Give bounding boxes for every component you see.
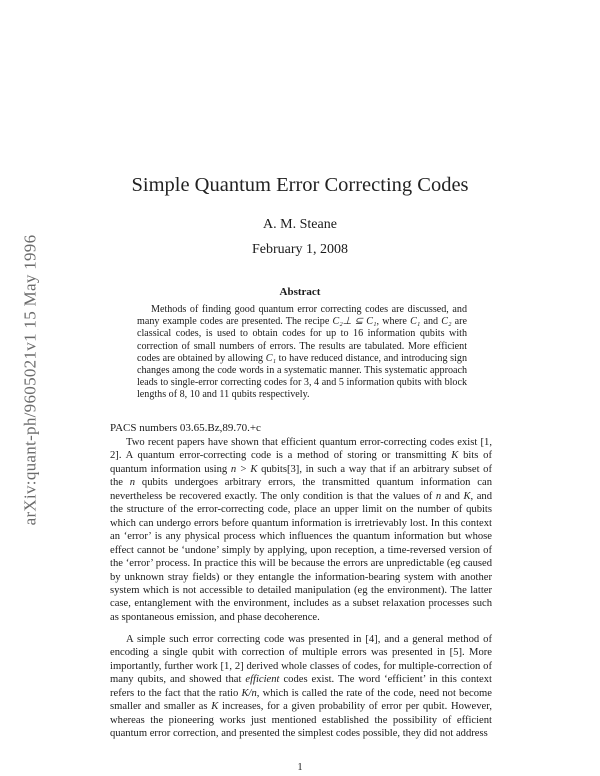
abstract-c2: C₂ bbox=[441, 316, 452, 328]
arxiv-identifier-text: arXiv:quant-ph/9605021v1 15 May 1996 bbox=[20, 234, 40, 526]
para1-text-5: and bbox=[441, 490, 464, 502]
para1-n-gt-k: n > K bbox=[230, 463, 258, 475]
para1-n1: n bbox=[129, 477, 136, 489]
abstract-recipe-formula: C₂⊥ ⊆ C₁ bbox=[332, 316, 377, 328]
abstract-text-5: to have reduced distance, and introducing sign changes among the code words in a systematic manner. This systematic approach leads to single-error correcting codes for 3, 4 and 5 information qubits with block lengths of 8, 10 and 11 qubits respectively. bbox=[137, 352, 467, 401]
para2-text-3: , which is called the rate of the code, need not become smaller and smaller as bbox=[110, 687, 492, 713]
para1-k1: K bbox=[451, 450, 459, 462]
abstract-text-3: and bbox=[420, 316, 442, 328]
para2-k: K bbox=[211, 701, 219, 713]
pacs-numbers: PACS numbers 03.65.Bz,89.70.+c bbox=[110, 422, 261, 434]
para2-text-4: increases, for a given probability of error per qubit. However, whereas the pioneering works just mentioned established the possibility of efficient quantum error correction, and presented the simplest codes possible, they did not address bbox=[110, 701, 493, 740]
abstract-text-4: are classical codes, is used to obtain codes for up to 16 information qubits with correction of small numbers of errors. The results are tabulated. More efficient codes are obtained by allowing bbox=[137, 316, 467, 364]
para1-text-1: Two recent papers have shown that efficient quantum error-correcting codes exist [1, 2]. A quantum error-correcting code is a method of storing or transmitting bbox=[110, 437, 492, 462]
body-paragraph-2 bbox=[110, 633, 492, 741]
para2-text-2: codes exist. The word ‘efficient’ in this context refers to the fact that the ratio bbox=[110, 674, 493, 699]
para1-n2: n bbox=[435, 490, 442, 502]
paper-author: A. M. Steane bbox=[263, 217, 337, 232]
para1-text-3: qubits[3], in such a way that if an arbitrary subset of the bbox=[110, 463, 492, 489]
abstract-text-2: , where bbox=[376, 316, 411, 328]
abstract-heading: Abstract bbox=[279, 286, 321, 298]
para1-text-6: , and the structure of the error-correcting code, place an upper limit on the number of qubits which can undergo errors before quantum information is irretrievably lost. In this context an ‘error’ is any physical process which influences the quantum information but whose effect cannot be ‘undone’ simply by applying, upon reception, a time-reversed version of the ‘error’ process. In practice this will be because the errors are unpredictable (eg caused by unknown stray fields) or they entangle the information-bearing system with another system which is not accessible to detailed manipulation (eg the environment). The latter case, entanglement with the environment, includes as a subset relaxation processes such as spontaneous emission, and phase decoherence. bbox=[110, 490, 492, 623]
paper-title: Simple Quantum Error Correcting Codes bbox=[131, 174, 469, 196]
para1-text-4: qubits undergoes arbitrary errors, the transmitted quantum information can nevertheless be recovered exactly. The only condition is that the values of bbox=[110, 477, 492, 502]
paper-date: February 1, 2008 bbox=[251, 242, 349, 257]
para2-ratio: K/n bbox=[241, 687, 257, 699]
para2-text-1: A simple such error correcting code was presented in [4], and a general method of encoding a single qubit with correction of multiple errors was presented in [5]. More importantly, further work [1, 2] derived whole classes of codes, for multiple-correction of many qubits, and showed that bbox=[110, 634, 492, 686]
abstract-text-1: Methods of finding good quantum error correcting codes are discussed, and many example codes are presented. The recipe bbox=[137, 304, 467, 328]
page-number: 1 bbox=[297, 762, 303, 773]
abstract-body bbox=[137, 304, 467, 402]
body-paragraph-1 bbox=[110, 436, 492, 624]
para1-text-2: bits of quantum information using bbox=[110, 450, 492, 475]
para2-efficient: efficient bbox=[245, 674, 280, 686]
abstract-c1: C₁ bbox=[410, 316, 421, 328]
para1-k2: K bbox=[463, 490, 471, 502]
abstract-c1-again: C₁ bbox=[265, 352, 277, 364]
